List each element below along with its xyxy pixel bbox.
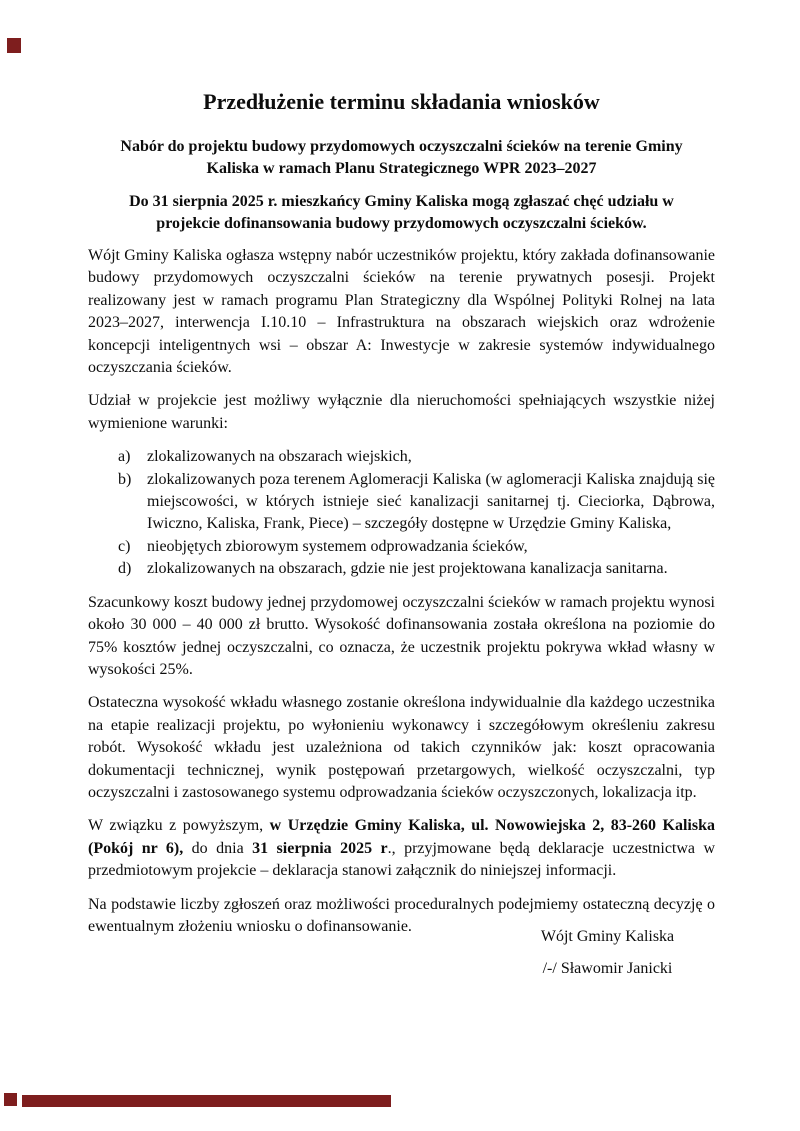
list-item-c <box>118 536 715 558</box>
document-lead: Do 31 sierpnia 2025 r. mieszkańcy Gminy Kaliska mogą zgłaszać chęć udziału w projekcie dofinansowania budowy przydomowych oczyszczalni ścieków. <box>129 193 674 232</box>
list-item-a <box>118 446 715 468</box>
list-item-text: zlokalizowanych poza terenem Aglomeracji Kaliska (w aglomeracji Kaliska znajdują się miejscowości, w których istnieje sieć kanalizacji sanitarnej tj. Cieciorka, Dąbrowa, Iwiczno, Kaliska, Frank, Piece) – szczegóły dostępne w Urzędzie Gminy Kaliska, <box>147 470 715 533</box>
list-marker: b) <box>118 470 132 488</box>
list-item-d <box>118 558 715 580</box>
deadline-text-plain: W związku z powyższym, <box>88 817 270 835</box>
list-item-b <box>118 469 715 536</box>
paragraph-intro: Wójt Gminy Kaliska ogłasza wstępny nabór uczestników projektu, który zakłada dofinansowanie budowy przydomowych oczyszczalni ścieków na terenie prywatnych posesji. Projekt realizowany jest w ramach programu Plan Strategiczny dla Wspólnej Polityki Rolnej na lata 2023–2027, interwencja I.10.10 – Infrastruktura na obszarach wiejskich oraz wdrożenie koncepcji inteligentnych wsi – obszar A: Inwestycje w zakresie systemów indywidualnego oczyszczania ścieków. <box>88 247 715 377</box>
list-marker: c) <box>118 537 131 555</box>
list-marker: d) <box>118 560 132 578</box>
document-subtitle: Nabór do projektu budowy przydomowych oczyszczalni ścieków na terenie Gminy Kaliska w ramach Planu Strategicznego WPR 2023–2027 <box>120 138 683 177</box>
paragraph-conditions-intro: Udział w projekcie jest możliwy wyłącznie dla nieruchomości spełniających wszystkie niżej wymienione warunki: <box>88 392 715 432</box>
signature-name: /-/ Sławomir Janicki <box>542 960 673 977</box>
deadline-date-bold: 31 sierpnia 2025 r <box>252 839 388 857</box>
redaction-bar-bottom <box>22 1095 391 1107</box>
paragraph-cost: Szacunkowy koszt budowy jednej przydomowej oczyszczalni ścieków w ramach projektu wynosi około 30 000 – 40 000 zł brutto. Wysokość dofinansowania została określona na poziomie do 75% kosztów jednej oczyszczalni, co oznacza, że uczestnik projektu pokrywa wkład własny w wysokości 25%. <box>88 593 715 678</box>
list-item-text: zlokalizowanych na obszarach, gdzie nie jest projektowana kanalizacja sanitarna. <box>147 560 668 578</box>
paragraph-deadline <box>88 815 715 882</box>
conditions-list <box>88 446 715 580</box>
list-marker: a) <box>118 448 131 466</box>
deadline-text-plain: ., przyjmowane będą deklaracje uczestnictwa w przedmiotowym projekcie – deklaracja stanowi załącznik do niniejszej informacji. <box>88 839 716 880</box>
list-item-text: nieobjętych zbiorowym systemem odprowadzania ścieków, <box>147 537 528 555</box>
signature-role: Wójt Gminy Kaliska <box>540 928 675 945</box>
list-item-text: zlokalizowanych na obszarach wiejskich, <box>147 448 412 466</box>
page-title: Przedłużenie terminu składania wniosków <box>203 89 600 114</box>
paragraph-final-contribution: Ostateczna wysokość wkładu własnego zostanie określona indywidualnie dla każdego uczestnika na etapie realizacji projektu, po wyłonieniu wykonawcy i szczegółowym określeniu zakresu robót. Wysokość wkładu jest uzależniona od takich czynników jak: koszt opracowania dokumentacji technicznej, wynik postępowań przetargowych, wielkość oczyszczalni, typ oczyszczalni i zastosowanego systemu odprowadzania ścieków oczyszczonych, lokalizacja itp. <box>88 694 715 801</box>
redaction-square-bottom-left <box>4 1093 17 1106</box>
redaction-square-top-left <box>7 38 21 53</box>
paragraph-decision: Na podstawie liczby zgłoszeń oraz możliwości proceduralnych podejmiemy ostateczną decyzję o ewentualnym złożeniu wniosku o dofinansowanie. <box>88 895 715 935</box>
deadline-text-plain: do dnia <box>183 839 253 857</box>
signature-block <box>505 926 710 990</box>
deadline-address-bold: w Urzędzie Gminy Kaliska, ul. Nowowiejska 2, 83-260 Kaliska (Pokój nr 6), <box>88 817 715 857</box>
